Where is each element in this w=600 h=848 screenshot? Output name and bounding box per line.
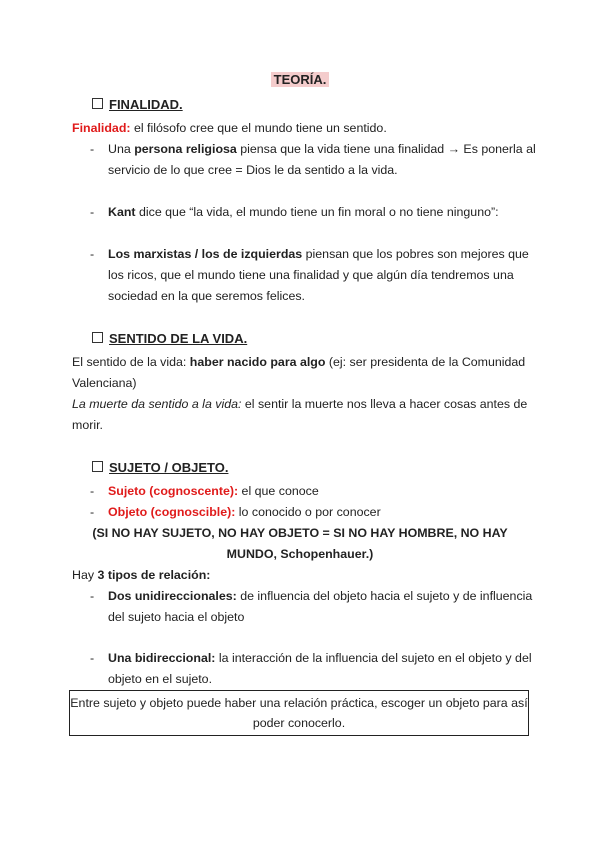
- list-dash: -: [90, 247, 95, 261]
- page-title: TEORÍA.: [0, 72, 600, 88]
- list-item-kant: Kant dice que “la vida, el mundo tiene un fin moral o no tiene ninguno”:: [108, 205, 499, 219]
- list-item-bidireccional-cont: objeto en el sujeto.: [108, 672, 213, 686]
- list-dash: -: [90, 484, 95, 498]
- list-item-marxistas-cont: los ricos, que el mundo tiene una finalidad y que algún día tendremos una: [108, 268, 514, 282]
- list-dash: -: [90, 651, 95, 665]
- list-item-sujeto: Sujeto (cognoscente): el que conoce: [108, 484, 319, 498]
- list-item-bidireccional: Una bidireccional: la interacción de la influencia del sujeto en el objeto y del: [108, 651, 532, 665]
- note-box-line-2: poder conocerlo.: [252, 716, 346, 730]
- list-item-religiosa: Una persona religiosa piensa que la vida tiene una finalidad → Es ponerla al: [108, 142, 536, 156]
- relations-intro: Hay 3 tipos de relación:: [72, 568, 211, 582]
- quote-line-1: (SI NO HAY SUJETO, NO HAY OBJETO = SI NO HAY HOMBRE, NO HAY: [92, 526, 508, 540]
- list-item-objeto: Objeto (cognoscible): lo conocido o por conocer: [108, 505, 381, 519]
- list-item-marxistas-cont: sociedad en la que seremos felices.: [108, 289, 305, 303]
- sentido-paragraph-2-cont: morir.: [72, 418, 103, 432]
- quote-line-2: MUNDO, Schopenhauer.): [226, 547, 374, 561]
- note-box-line-1: Entre sujeto y objeto puede haber una relación práctica, escoger un objeto para así: [70, 696, 528, 710]
- sentido-paragraph-2: La muerte da sentido a la vida: el sentir la muerte nos lleva a hacer cosas antes de: [72, 397, 528, 411]
- list-dash: -: [90, 205, 95, 219]
- checkbox-icon: [92, 461, 103, 472]
- sentido-paragraph-1: El sentido de la vida: haber nacido para algo (ej: ser presidenta de la Comunidad: [72, 355, 526, 369]
- list-item-religiosa-cont: servicio de lo que cree = Dios le da sentido a la vida.: [108, 163, 398, 177]
- list-dash: -: [90, 589, 95, 603]
- note-box: [69, 690, 529, 736]
- finalidad-definition: Finalidad: el filósofo cree que el mundo tiene un sentido.: [72, 121, 387, 135]
- list-dash: -: [90, 142, 95, 156]
- section-heading-finalidad: FINALIDAD.: [92, 97, 183, 113]
- checkbox-icon: [92, 332, 103, 343]
- list-dash: -: [90, 505, 95, 519]
- list-item-unidireccionales-cont: del sujeto hacia el objeto: [108, 610, 245, 624]
- section-heading-sentido: SENTIDO DE LA VIDA.: [92, 331, 247, 347]
- section-heading-sujeto: SUJETO / OBJETO.: [92, 460, 228, 476]
- list-item-unidireccionales: Dos unidireccionales: de influencia del objeto hacia el sujeto y de influencia: [108, 589, 533, 603]
- sentido-paragraph-1-cont: Valenciana): [72, 376, 137, 390]
- checkbox-icon: [92, 98, 103, 109]
- list-item-marxistas: Los marxistas / los de izquierdas piensan que los pobres son mejores que: [108, 247, 529, 261]
